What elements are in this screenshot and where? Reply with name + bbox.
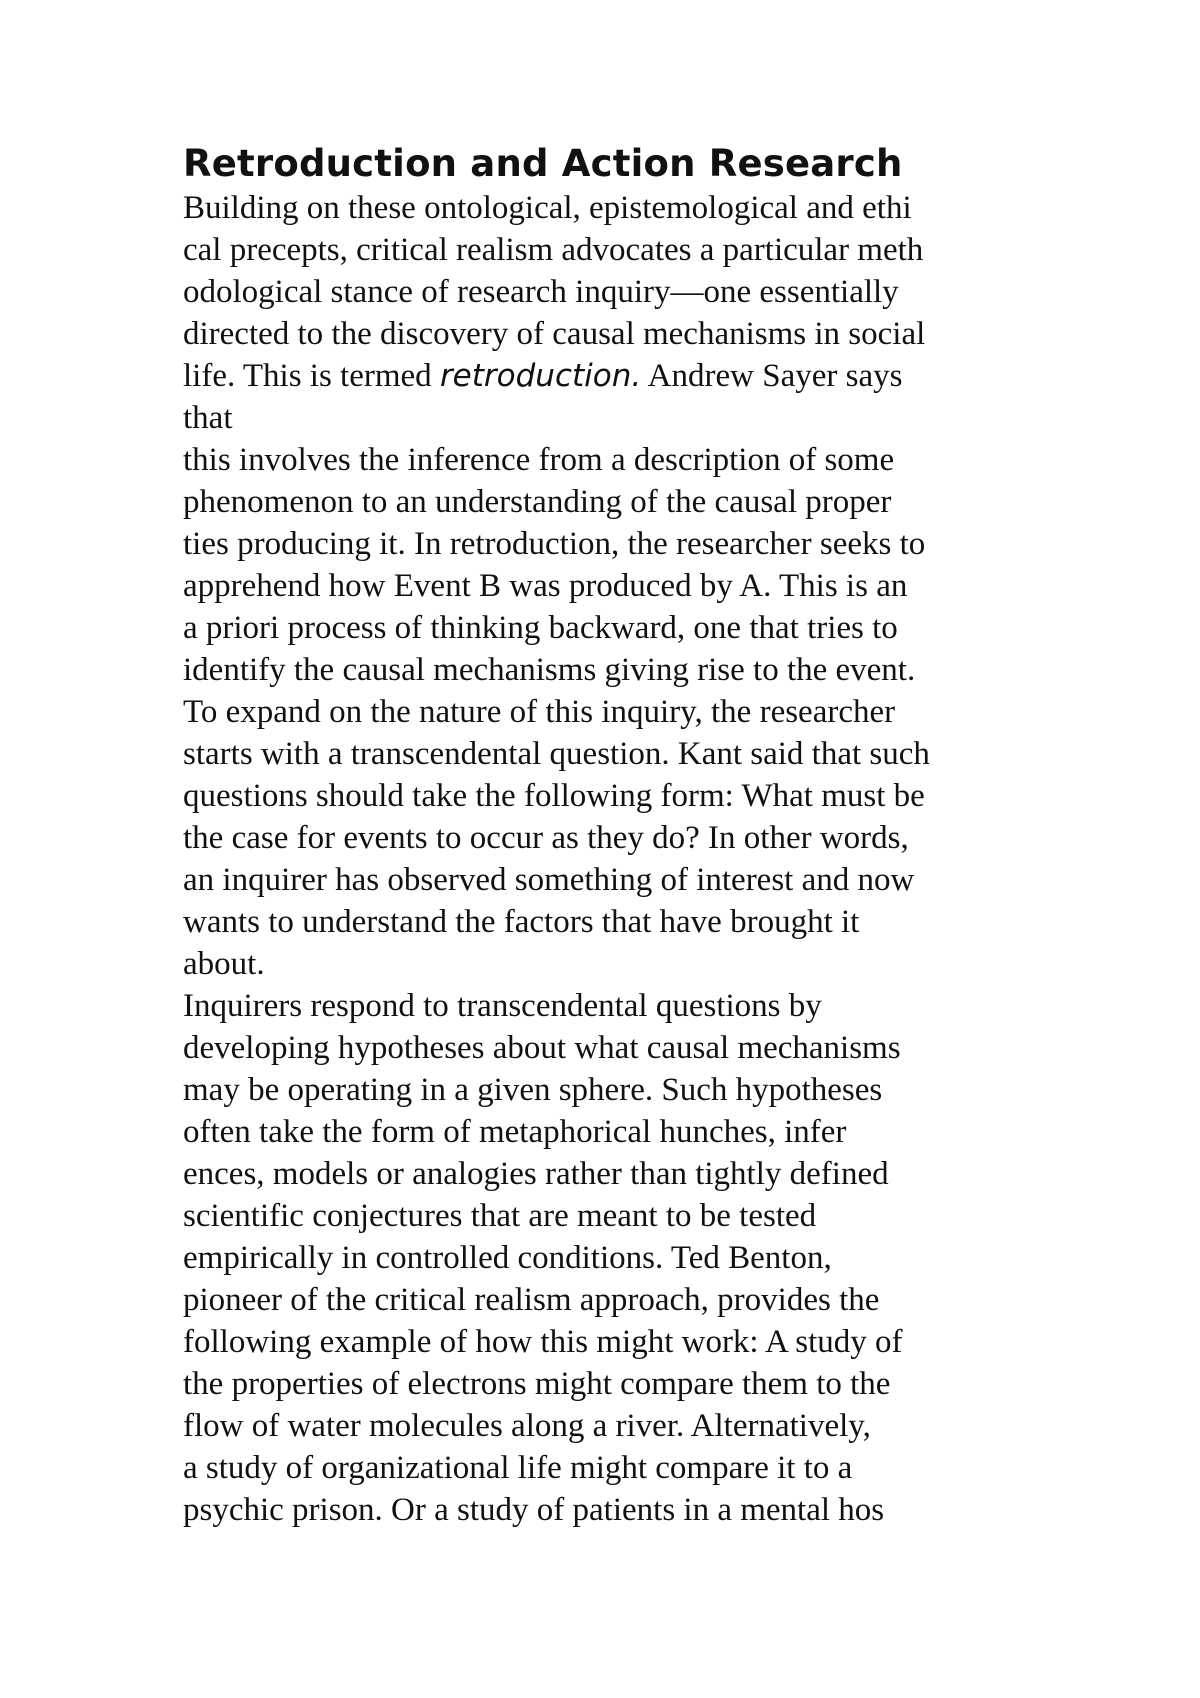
text-line: psychic prison. Or a study of patients in a mental hos	[183, 1492, 885, 1528]
text-line: phenomenon to an understanding of the causal proper	[183, 484, 892, 520]
text-line: a priori process of thinking backward, one that tries to	[183, 610, 898, 646]
text-line: odological stance of research inquiry—one essentially	[183, 274, 899, 310]
text-line: may be operating in a given sphere. Such hypotheses	[183, 1072, 883, 1108]
text-line: about.	[183, 946, 265, 982]
text-line: the properties of electrons might compare them to the	[183, 1366, 891, 1402]
text-line: that	[183, 400, 233, 436]
text-line: flow of water molecules along a river. Alternatively,	[183, 1408, 871, 1444]
body-text	[183, 143, 1063, 1531]
text-line: this involves the inference from a description of some	[183, 442, 895, 478]
text-line: cal precepts, critical realism advocates a particular meth	[183, 232, 924, 268]
text-run: life. This is termed	[183, 358, 440, 394]
text-line: questions should take the following form: What must be	[183, 778, 925, 814]
text-line: Inquirers respond to transcendental questions by	[183, 988, 822, 1024]
text-run: Andrew Sayer says	[641, 358, 903, 394]
section-heading: Retroduction and Action Research	[183, 142, 903, 185]
paragraph-lines	[183, 187, 1063, 1531]
text-line: an inquirer has observed something of interest and now	[183, 862, 915, 898]
text-line: ties producing it. In retroduction, the researcher seeks to	[183, 526, 926, 562]
text-line: following example of how this might work: A study of	[183, 1324, 903, 1360]
text-line: empirically in controlled conditions. Ted Benton,	[183, 1240, 832, 1276]
text-line: pioneer of the critical realism approach, provides the	[183, 1282, 880, 1318]
text-line: developing hypotheses about what causal mechanisms	[183, 1030, 901, 1066]
text-line: ences, models or analogies rather than tightly defined	[183, 1156, 889, 1192]
text-line: Building on these ontological, epistemological and ethi	[183, 190, 912, 226]
text-line	[183, 355, 1063, 397]
text-line: directed to the discovery of causal mechanisms in social	[183, 316, 926, 352]
text-line: apprehend how Event B was produced by A. This is an	[183, 568, 908, 604]
text-line: often take the form of metaphorical hunches, infer	[183, 1114, 847, 1150]
text-line: To expand on the nature of this inquiry, the researcher	[183, 694, 896, 730]
text-line: identify the causal mechanisms giving rise to the event.	[183, 652, 916, 688]
text-line: a study of organizational life might compare it to a	[183, 1450, 853, 1486]
italic-term: retroduction.	[439, 358, 642, 394]
text-line: the case for events to occur as they do? In other words,	[183, 820, 909, 856]
text-line: starts with a transcendental question. Kant said that such	[183, 736, 930, 772]
text-line: wants to understand the factors that have brought it	[183, 904, 860, 940]
text-line: scientific conjectures that are meant to be tested	[183, 1198, 817, 1234]
